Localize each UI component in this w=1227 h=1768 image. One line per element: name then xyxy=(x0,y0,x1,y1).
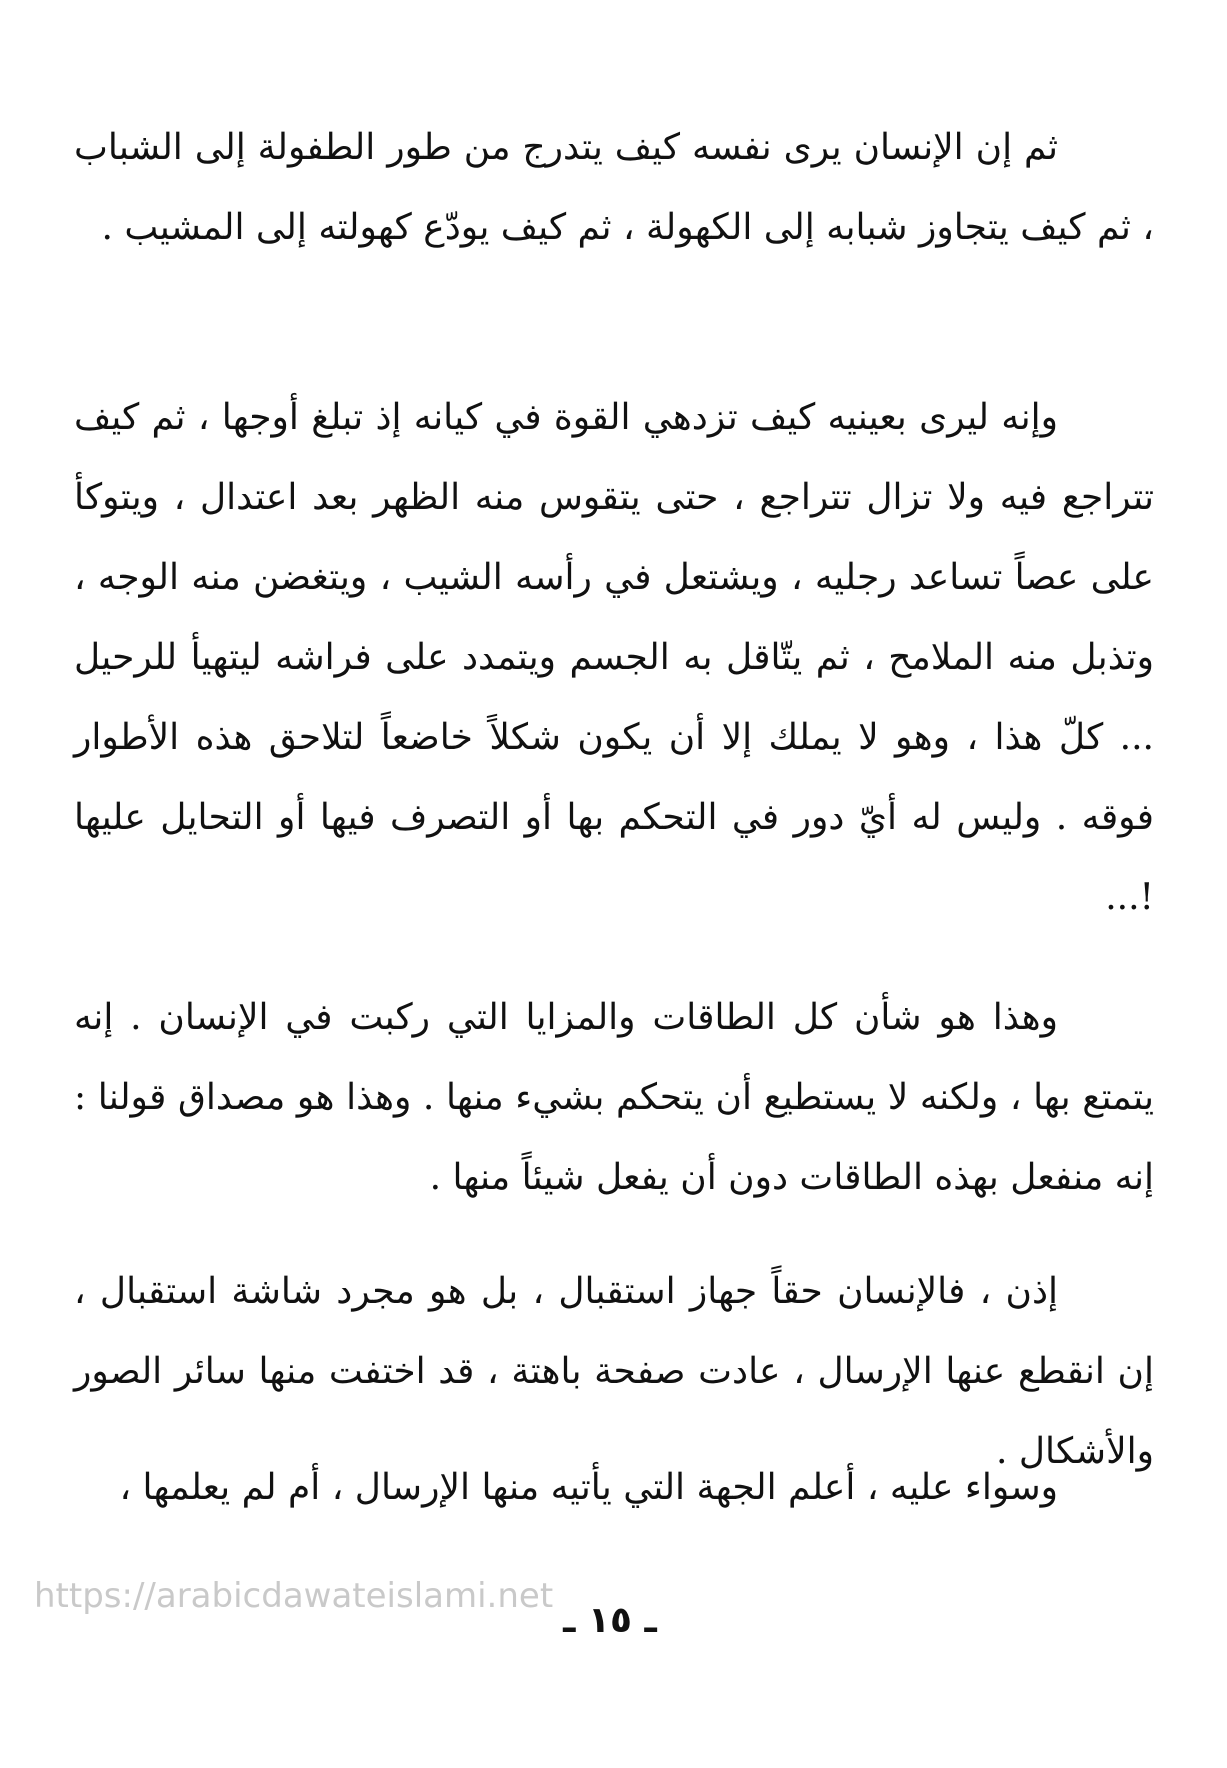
paragraph-strength-decline xyxy=(74,378,1154,938)
page-number: ـ ١٥ ـ xyxy=(563,1600,657,1641)
paragraph-text: ثم إن الإنسان يرى نفسه كيف يتدرج من طور الطفولة إلى الشباب ، ثم كيف يتجاوز شبابه إلى الكهولة ، ثم كيف يودّع كهولته إلى المشيب . xyxy=(74,127,1154,248)
paragraph-transmission xyxy=(74,1448,1154,1528)
paragraph-text: وهذا هو شأن كل الطاقات والمزايا التي ركبت في الإنسان . إنه يتمتع بها ، ولكنه لا يستطيع أن يتحكم بشيء منها . وهذا هو مصداق قولنا : إنه منفعل بهذه الطاقات دون أن يفعل شيئاً منها . xyxy=(74,997,1154,1198)
paragraph-aging-stages xyxy=(74,108,1154,268)
paragraph-text: وإنه ليرى بعينيه كيف تزدهي القوة في كيانه إذ تبلغ أوجها ، ثم كيف تتراجع فيه ولا تزال تتراجع ، حتى يتقوس منه الظهر بعد اعتدال ، ويتوكأ على عصاً تساعد رجليه ، ويشتعل في رأسه الشيب ، ويتغضن منه الوجه ، وتذبل منه الملامح ، ثم يتّاقل به الجسم ويتمدد على فراشه ليتهيأ للرحيل ... كلّ هذا ، وهو لا يملك إلا أن يكون شكلاً خاضعاً لتلاحق هذه الأطوار فوقه . وليس له أيّ دور في التحكم بها أو التصرف فيها أو التحايل عليها !... xyxy=(74,397,1154,918)
paragraph-text: إذن ، فالإنسان حقاً جهاز استقبال ، بل هو مجرد شاشة استقبال ، إن انقطع عنها الإرسال ، عادت صفحة باهتة ، قد اختفت منها سائر الصور والأشكال . xyxy=(74,1271,1154,1472)
paragraph-text: وسواء عليه ، أعلم الجهة التي يأتيه منها الإرسال ، أم لم يعلمها ، xyxy=(119,1467,1058,1508)
paragraph-faculties xyxy=(74,978,1154,1218)
website-watermark: https://arabicdawateislami.net xyxy=(34,1576,554,1616)
